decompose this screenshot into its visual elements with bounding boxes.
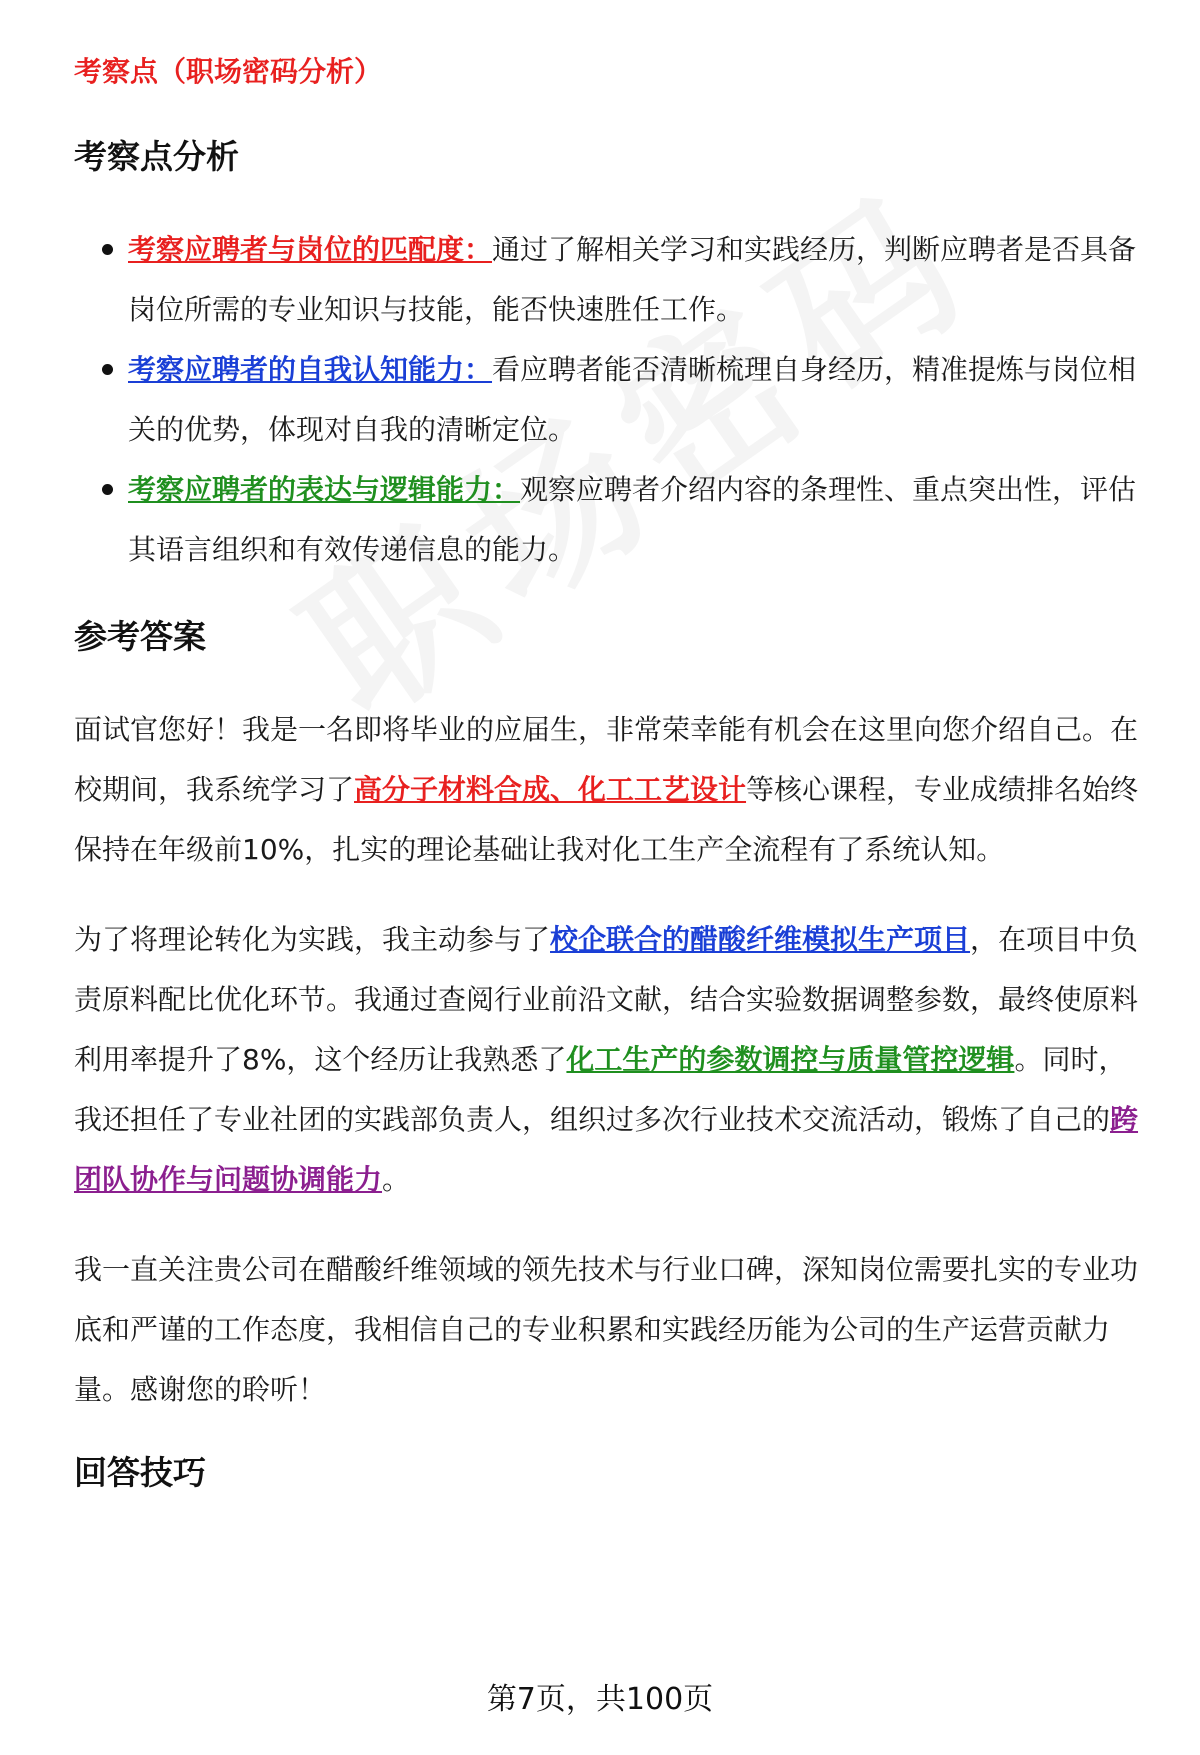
page-number: 第7页，共100页 <box>486 1682 714 1717</box>
answer-text: ，在项目中负责原料配比优化环节。我通过查阅行业前沿文献，结合实验数据调整参数，最终使原料利用率提升了8%，这个经历让我熟悉了 <box>74 923 1139 1076</box>
highlight-skills: 化工生产的参数调控与质量管控逻辑 <box>566 1043 1015 1076</box>
point-title: 考察应聘者的表达与逻辑能力： <box>128 473 521 506</box>
point-text: 通过了解相关学习和实践经历，判断应聘者是否具备岗位所需的专业知识与技能，能否快速胜任工作。 <box>128 233 1137 326</box>
answer-paragraph-1 <box>74 700 1144 880</box>
bullet-icon <box>102 484 113 495</box>
answer-paragraph-3: 我一直关注贵公司在醋酸纤维领域的领先技术与行业口碑，深知岗位需要扎实的专业功底和严谨的工作态度，我相信自己的专业积累和实践经历能为公司的生产运营贡献力量。感谢您的聆听！ <box>74 1253 1139 1406</box>
analysis-point <box>74 220 1144 340</box>
answer-text: 面试官您好！我是一名即将毕业的应届生，非常荣幸能有机会在这里向您介绍自己。在校期间，我系统学习了 <box>74 713 1139 806</box>
highlight-courses: 高分子材料合成、化工工艺设计 <box>354 773 747 806</box>
highlight-teamwork: 跨团队协作与问题协调能力 <box>74 1103 1139 1196</box>
bullet-icon <box>102 364 113 375</box>
analysis-point <box>74 460 1144 580</box>
answer-text: 。同时，我还担任了专业社团的实践部负责人，组织过多次行业技术交流活动，锻炼了自己的 <box>74 1043 1127 1136</box>
answer-text: 。 <box>382 1163 411 1196</box>
point-text: 看应聘者能否清晰梳理自身经历，精准提炼与岗位相关的优势，体现对自我的清晰定位。 <box>128 353 1137 446</box>
bullet-icon <box>102 244 113 255</box>
point-text: 观察应聘者介绍内容的条理性、重点突出性，评估其语言组织和有效传递信息的能力。 <box>128 473 1137 566</box>
section-title: 考察点（职场密码分析） <box>74 55 383 88</box>
analysis-heading: 考察点分析 <box>74 137 239 176</box>
page-content <box>74 52 1144 1496</box>
analysis-point <box>74 340 1144 460</box>
highlight-project: 校企联合的醋酸纤维模拟生产项目 <box>550 923 971 956</box>
analysis-points-list <box>74 220 1144 580</box>
skills-heading: 回答技巧 <box>74 1453 206 1492</box>
answer-text: 等核心课程，专业成绩排名始终保持在年级前10%，扎实的理论基础让我对化工生产全流程有了系统认知。 <box>74 773 1139 866</box>
answer-paragraph-2 <box>74 910 1144 1210</box>
answer-heading: 参考答案 <box>74 617 206 656</box>
answer-text: 为了将理论转化为实践，我主动参与了 <box>74 923 551 956</box>
point-title: 考察应聘者的自我认知能力： <box>128 353 493 386</box>
point-title: 考察应聘者与岗位的匹配度： <box>128 233 493 266</box>
